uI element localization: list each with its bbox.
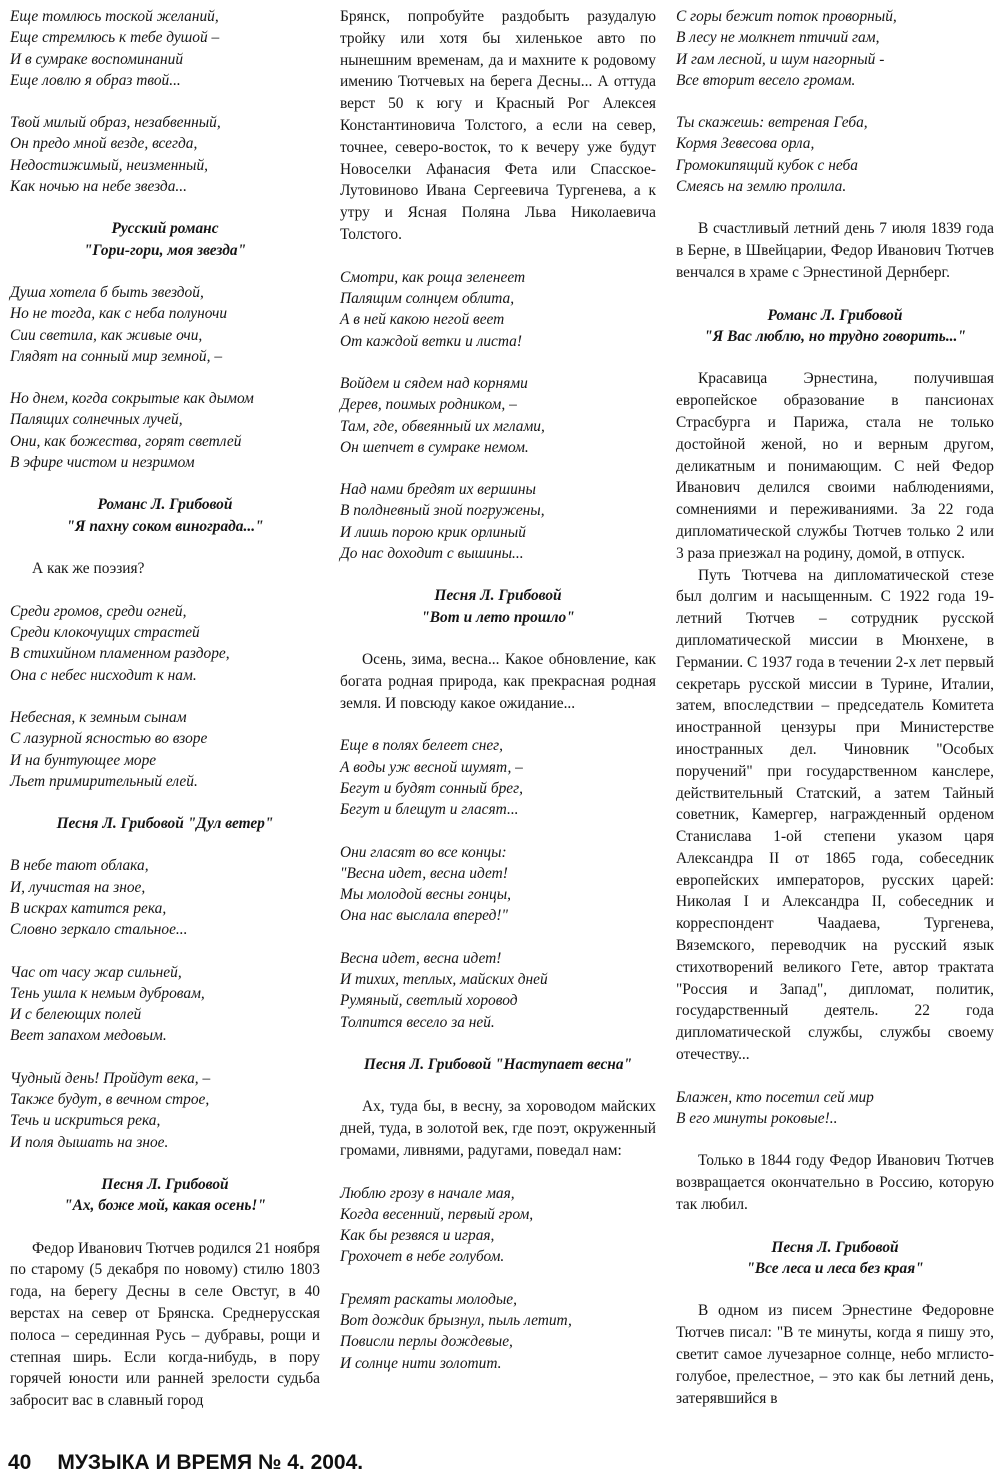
block-gap bbox=[676, 1216, 994, 1237]
verse-line: А воды уж весной шумят, – bbox=[340, 758, 523, 776]
block-gap bbox=[10, 261, 320, 282]
verse-line: Течь и искриться река, bbox=[10, 1112, 161, 1130]
block-gap bbox=[10, 367, 320, 388]
paragraph: Красавица Эрнестина, получившая европейское образование в пансионах Страсбурга и Парижа, стала не только достойной женой, но и верным другом, деликатным и понимающим. С ней Федор Иванович делился своими наблюдениями, сомнениями и переживаниями. За 22 года дипломатической службы Тютчев только 2 или 3 раза приезжал на родину, домой, в отпуск. bbox=[676, 370, 994, 562]
verse-line: Кормя Зевесова орла, bbox=[676, 135, 815, 153]
heading-line: "Ах, боже мой, какая осень!" bbox=[64, 1197, 266, 1215]
verse-line: От каждой ветки и листа! bbox=[340, 332, 522, 350]
verse-line: Палящим солнцем облита, bbox=[340, 290, 515, 308]
verse-line: И, лучистая на зное, bbox=[10, 878, 146, 896]
verse-line: Вот дождик брызнул, пыль летит, bbox=[340, 1312, 572, 1330]
section-heading bbox=[10, 1174, 320, 1217]
verse-line: Румяный, светлый хоровод bbox=[340, 992, 518, 1010]
section-heading bbox=[340, 585, 656, 628]
section-heading bbox=[676, 305, 994, 348]
verse-line: В небе тают облака, bbox=[10, 857, 149, 875]
verse-line: Но не тогда, как с неба полуночи bbox=[10, 305, 228, 323]
section-heading bbox=[10, 813, 320, 834]
section-heading bbox=[676, 1237, 994, 1280]
section-heading bbox=[10, 218, 320, 261]
verse-line: И поля дышать на зное. bbox=[10, 1133, 169, 1151]
column-1 bbox=[10, 6, 320, 1412]
block-gap bbox=[340, 1033, 656, 1054]
block-gap bbox=[10, 792, 320, 813]
verse-line: Они, как божества, горят светлей bbox=[10, 432, 242, 450]
verse-line: Они гласят во все концы: bbox=[340, 843, 507, 861]
block-gap bbox=[676, 1129, 994, 1150]
block-gap bbox=[340, 352, 656, 373]
poem-stanza bbox=[340, 1183, 656, 1268]
verse-line: В стихийном пламенном раздоре, bbox=[10, 645, 230, 663]
verse-line: Повисли перлы дождевые, bbox=[340, 1333, 513, 1351]
verse-line: Он предо мной везде, всегда, bbox=[10, 135, 198, 153]
heading-line: "Я Вас люблю, но трудно говорить..." bbox=[704, 328, 966, 346]
block-gap bbox=[340, 628, 656, 649]
paragraph: А как же поэзия? bbox=[32, 559, 145, 577]
verse-line: Люблю грозу в начале мая, bbox=[340, 1184, 515, 1202]
verse-line: Чудный день! Пройдут века, – bbox=[10, 1069, 211, 1087]
verse-line: Душа хотела б быть звездой, bbox=[10, 283, 204, 301]
heading-line: Песня Л. Грибовой "Наступает весна" bbox=[363, 1055, 633, 1073]
journal-title: МУЗЫКА И ВРЕМЯ № 4. 2004. bbox=[57, 1451, 364, 1474]
block-gap bbox=[10, 1153, 320, 1174]
verse-line: Еще в полях белеет снег, bbox=[340, 737, 504, 755]
verse-line: И тихих, теплых, майских дней bbox=[340, 970, 548, 988]
column-2 bbox=[340, 6, 656, 1374]
paragraph: В одном из писем Эрнестине Федоровне Тютчев писал: "В те минуты, когда я пишу это, светит самое лучезарное солнце, небо мглисто-голубое, прелестное, – это как бы летний день, затерявшийся в bbox=[676, 1302, 994, 1407]
verse-line: Еще стремлюсь к тебе душой – bbox=[10, 29, 220, 47]
verse-line: И солнце нити золотит. bbox=[340, 1354, 502, 1372]
heading-line: Русский романс bbox=[111, 220, 219, 238]
heading-line: Романс Л. Грибовой bbox=[97, 496, 233, 514]
paragraph: Осень, зима, весна... Какое обновление, как богата родная природа, как прекрасная родная земля. И повсюду какое ожидание... bbox=[340, 650, 656, 712]
verse-line: Все вторит весело громам. bbox=[676, 71, 856, 89]
poem-stanza bbox=[340, 267, 656, 352]
poem-stanza bbox=[340, 479, 656, 564]
block-gap bbox=[340, 458, 656, 479]
verse-line: В его минуты роковые!.. bbox=[676, 1110, 838, 1128]
verse-line: Недостижимый, неизменный, bbox=[10, 156, 209, 174]
verse-line: Сии светила, как живые очи, bbox=[10, 326, 203, 344]
verse-line: Глядят на сонный мир земной, – bbox=[10, 347, 223, 365]
verse-line: Гремят раскаты молодые, bbox=[340, 1290, 517, 1308]
verse-line: Когда весенний, первый гром, bbox=[340, 1205, 534, 1223]
poem-stanza bbox=[340, 735, 656, 820]
heading-line: Романс Л. Грибовой bbox=[767, 306, 903, 324]
verse-line: В искрах катится река, bbox=[10, 900, 167, 917]
section-heading bbox=[10, 494, 320, 537]
paragraph: Путь Тютчева на дипломатической стезе был долгим и насыщенным. С 1922 года 19-летний Тютчев – сотрудник русской дипломатической миссии в Мюнхене, в Германии. С 1937 года в течении 2-х лет первый секретарь русской миссии в Турине, Италии, затем, впоследствии – председатель Комитета иностранной цензуры при Министерстве иностранных дел. Чиновник "Особых поручений" при государственном канслере, действительный Статский, а затем Тайный советник, Камергер, награжденный орденом Станислава 1-ой степени указом царя Александра II от 1865 года, собеседник европейских императоров, русских царей: Николая I и Александра II, собеседник и корреспондент Чаадаева, Тургенева, Вяземского, переводчик на русский язык стихотворений великого Гете, автор трактата "Россия и Запад", дипломат, политик, государственный деятель. 22 года дипломатической службы, службы своему отечеству... bbox=[676, 566, 994, 1064]
block-gap bbox=[10, 537, 320, 558]
poem-stanza bbox=[676, 6, 994, 91]
heading-line: Песня Л. Грибовой bbox=[771, 1238, 899, 1256]
verse-line: И в сумраке воспоминаний bbox=[10, 50, 184, 68]
block-gap bbox=[676, 197, 994, 218]
block-gap bbox=[340, 246, 656, 267]
poem-stanza bbox=[10, 601, 320, 686]
verse-line: Он шепчет в сумраке немом. bbox=[340, 438, 529, 456]
block-gap bbox=[10, 686, 320, 707]
verse-line: Небесная, к земным сынам bbox=[10, 708, 187, 726]
verse-line: Войдем и сядем над корнями bbox=[340, 374, 528, 392]
block-gap bbox=[676, 1066, 994, 1087]
block-gap bbox=[340, 1162, 656, 1183]
verse-line: Грохочет в небе голубом. bbox=[340, 1248, 505, 1266]
verse-line: Она с небес нисходит к нам. bbox=[10, 666, 197, 684]
verse-line: Она нас выслала вперед!" bbox=[340, 907, 508, 925]
verse-line: С горы бежит поток проворный, bbox=[676, 8, 897, 25]
verse-line: До нас доходит с вышины... bbox=[340, 545, 524, 563]
verse-line: Твой милый образ, незабвенный, bbox=[10, 114, 221, 132]
block-gap bbox=[10, 91, 320, 112]
verse-line: "Весна идет, весна идет! bbox=[340, 864, 508, 882]
heading-line: "Все леса и леса без края" bbox=[746, 1260, 924, 1278]
verse-line: Льет примирительный елей. bbox=[10, 772, 198, 790]
poem-stanza bbox=[340, 1289, 656, 1374]
verse-line: Как бы резвяся и играя, bbox=[340, 1227, 495, 1245]
verse-line: Блажен, кто посетил сей мир bbox=[676, 1088, 874, 1106]
block-gap bbox=[676, 284, 994, 305]
block-gap bbox=[10, 941, 320, 962]
verse-line: Тень ушла к немым дубровам, bbox=[10, 984, 205, 1002]
block-gap bbox=[10, 473, 320, 494]
poem-stanza bbox=[340, 948, 656, 1033]
verse-line: Как ночью на небе звезда... bbox=[10, 178, 187, 196]
verse-line: И гам лесной, и шум нагорный - bbox=[676, 50, 885, 68]
poem-stanza bbox=[676, 112, 994, 197]
heading-line: "Вот и лето прошло" bbox=[421, 608, 575, 626]
block-gap bbox=[676, 1279, 994, 1300]
verse-line: Мы молодой весны гонцы, bbox=[340, 886, 511, 904]
verse-line: Среди громов, среди огней, bbox=[10, 602, 187, 620]
block-gap bbox=[340, 564, 656, 585]
block-gap bbox=[10, 197, 320, 218]
block-gap bbox=[10, 580, 320, 601]
poem-stanza bbox=[10, 855, 320, 940]
poem-stanza bbox=[10, 112, 320, 197]
poem-stanza bbox=[10, 962, 320, 1047]
verse-line: И на бунтующее море bbox=[10, 751, 157, 769]
verse-line: А в ней какою негой веет bbox=[340, 311, 505, 329]
heading-line: Песня Л. Грибовой bbox=[434, 587, 562, 605]
verse-line: Среди клокочущих страстей bbox=[10, 624, 200, 642]
verse-line: Бегут и будят сонный брег, bbox=[340, 779, 523, 797]
page-number: 40 bbox=[8, 1451, 32, 1474]
poem-stanza bbox=[10, 1068, 320, 1153]
verse-line: Смотри, как роща зеленеет bbox=[340, 268, 526, 286]
block-gap bbox=[676, 347, 994, 368]
paragraph: Ах, туда бы, в весну, за хороводом майских дней, туда, в золотой век, где поэт, окруженный громами, ливнями, радугами, поведал нам: bbox=[340, 1098, 656, 1159]
verse-line: Веет запахом медовым. bbox=[10, 1027, 167, 1045]
poem-stanza bbox=[340, 842, 656, 927]
verse-line: Час от часу жар сильней, bbox=[10, 963, 182, 981]
block-gap bbox=[10, 834, 320, 855]
verse-line: Там, где, обвеянный их мглами, bbox=[340, 417, 545, 435]
verse-line: Но днем, когда сокрытые как дымом bbox=[10, 390, 254, 408]
paragraph: Только в 1844 году Федор Иванович Тютчев возвращается окончательно в Россию, которую так любил. bbox=[676, 1152, 994, 1214]
verse-line: Весна идет, весна идет! bbox=[340, 949, 502, 967]
heading-line: "Гори-гори, моя звезда" bbox=[83, 241, 247, 259]
paragraph: Федор Иванович Тютчев родился 21 ноября по старому (5 декабря по новому) стилю 1803 года, на берегу Десны в селе Овстуг, в 40 верстах на север от Брянска. Среднерусская полоса – серединная Русь – дубравы, рощи и степная ширь. Если когда-нибудь, в пору горячей юности или ранней зрелости судьба забросит вас в славный город bbox=[10, 1239, 320, 1410]
verse-line: С лазурной ясностью во взоре bbox=[10, 730, 208, 748]
verse-line: Словно зеркало стальное... bbox=[10, 921, 188, 939]
paragraph: Брянск, попробуйте раздобыть разудалую тройку или хотя бы хиленькое авто по нынешним временам, да и махните к родовому имению Тютчевых на берега Десны... А оттуда верст 50 к югу и Красный Рог Алексея Константиновича Толстого, а если на север, точнее, северо-восток, то к вечеру уже будут Новоселки Афанасия Фета или Спасское-Лутовиново Ивана Сергеевича Тургенева, а к утру и Ясная Поляна Льва Николаевича Толстого. bbox=[340, 8, 656, 243]
paragraph: В счастливый летний день 7 июля 1839 года в Берне, в Швейцарии, Федор Иванович Тютчев венчался в храме с Эрнестиной Дернберг. bbox=[676, 220, 994, 281]
poem-stanza bbox=[10, 6, 320, 91]
verse-line: Бегут и блещут и гласят... bbox=[340, 801, 519, 819]
page-footer bbox=[8, 1451, 363, 1475]
heading-line: Песня Л. Грибовой bbox=[101, 1175, 229, 1193]
poem-stanza bbox=[676, 1087, 994, 1130]
verse-line: Громокипящий кубок с неба bbox=[676, 156, 858, 174]
verse-line: Дерев, поимых родником, – bbox=[340, 396, 517, 414]
block-gap bbox=[10, 1217, 320, 1238]
verse-line: В лесу не молкнет птичий гам, bbox=[676, 29, 880, 47]
verse-line: Толпится весело за ней. bbox=[340, 1013, 495, 1031]
block-gap bbox=[340, 927, 656, 948]
poem-stanza bbox=[340, 373, 656, 458]
block-gap bbox=[340, 1268, 656, 1289]
block-gap bbox=[340, 821, 656, 842]
verse-line: Еще томлюсь тоской желаний, bbox=[10, 8, 219, 25]
verse-line: Также будут, в вечном строе, bbox=[10, 1091, 210, 1109]
verse-line: И с белеющих полей bbox=[10, 1006, 142, 1024]
block-gap bbox=[340, 1075, 656, 1096]
verse-line: Ты скажешь: ветреная Геба, bbox=[676, 114, 868, 132]
poem-stanza bbox=[10, 388, 320, 473]
verse-line: В эфире чистом и незримом bbox=[10, 454, 195, 472]
verse-line: Палящих солнечных лучей, bbox=[10, 411, 183, 429]
section-heading bbox=[340, 1054, 656, 1075]
heading-line: Песня Л. Грибовой "Дул ветер" bbox=[56, 815, 274, 833]
verse-line: Над нами бредят их вершины bbox=[340, 481, 536, 499]
column-3 bbox=[676, 6, 994, 1409]
verse-line: И лишь порою крик орлиный bbox=[340, 523, 526, 541]
verse-line: Смеясь на землю пролила. bbox=[676, 178, 847, 196]
block-gap bbox=[676, 91, 994, 112]
poem-stanza bbox=[10, 707, 320, 792]
heading-line: "Я пахну соком винограда..." bbox=[66, 517, 264, 535]
block-gap bbox=[10, 1047, 320, 1068]
verse-line: В полдневный зной погружены, bbox=[340, 502, 545, 520]
block-gap bbox=[340, 714, 656, 735]
verse-line: Еще ловлю я образ твой... bbox=[10, 71, 181, 89]
poem-stanza bbox=[10, 282, 320, 367]
